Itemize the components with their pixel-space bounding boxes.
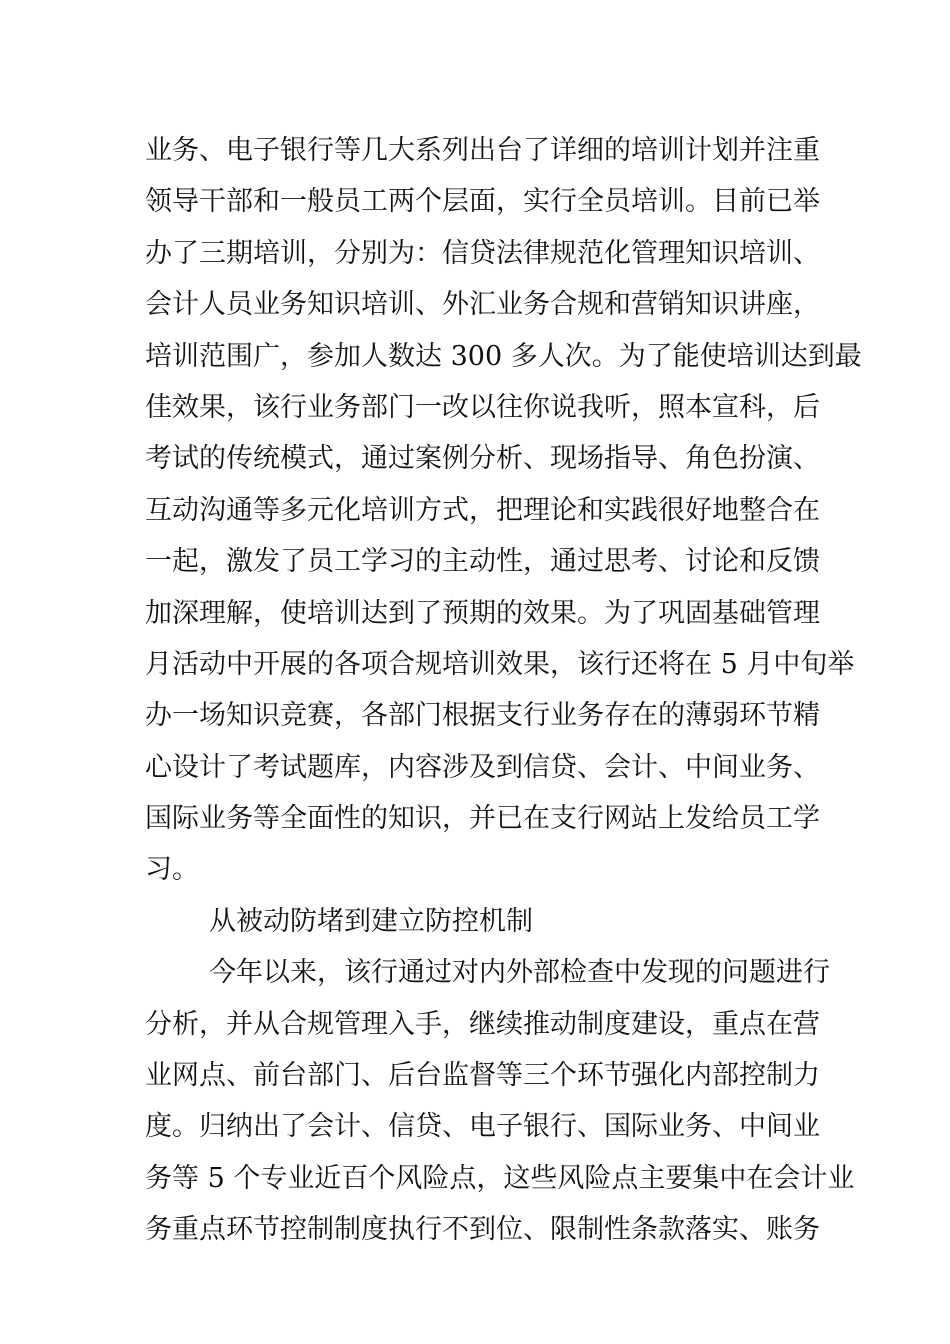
text-line: 分析，并从合规管理入手，继续推动制度建设，重点在营 — [145, 1008, 820, 1040]
text-line: 会计人员业务知识培训、外汇业务合规和营销知识讲座， — [145, 289, 820, 321]
text-line: 务重点环节控制制度执行不到位、限制性条款落实、账务 — [145, 1214, 820, 1246]
text-line: 度。归纳出了会计、信贷、电子银行、国际业务、中间业 — [145, 1111, 820, 1143]
document-body — [145, 125, 862, 1256]
text-line: 业网点、前台部门、后台监督等三个环节强化内部控制力 — [145, 1060, 820, 1092]
text-line: 互动沟通等多元化培训方式，把理论和实践很好地整合在 — [145, 494, 820, 526]
text-line: 心设计了考试题库，内容涉及到信贷、会计、中间业务、 — [145, 751, 820, 783]
text-line: 办一场知识竞赛，各部门根据支行业务存在的薄弱环节精 — [145, 700, 820, 732]
text-line: 月活动中开展的各项合规培训效果，该行还将在 5 月中旬举 — [145, 648, 855, 680]
text-line: 办了三期培训，分别为：信贷法律规范化管理知识培训、 — [145, 237, 820, 269]
text-line: 国际业务等全面性的知识，并已在支行网站上发给员工学 — [145, 803, 820, 835]
text-line: 佳效果，该行业务部门一改以往你说我听，照本宣科，后 — [145, 391, 820, 423]
text-line: 加深理解，使培训达到了预期的效果。为了巩固基础管理 — [145, 597, 820, 629]
text-line: 领导干部和一般员工两个层面，实行全员培训。目前已举 — [145, 186, 820, 218]
text-line: 习。 — [145, 854, 199, 886]
text-line: 考试的传统模式，通过案例分析、现场指导、角色扮演、 — [145, 443, 820, 475]
text-line: 务等 5 个专业近百个风险点，这些风险点主要集中在会计业 — [145, 1162, 855, 1194]
text-line: 业务、电子银行等几大系列出台了详细的培训计划并注重 — [145, 135, 820, 166]
text-line: 培训范围广，参加人数达 300 多人次。为了能使培训达到最 — [145, 340, 862, 372]
section-heading: 从被动防堵到建立防控机制 — [209, 905, 533, 937]
text-line: 今年以来，该行通过对内外部检查中发现的问题进行 — [209, 957, 830, 989]
text-line: 一起，激发了员工学习的主动性，通过思考、讨论和反馈 — [145, 546, 820, 578]
